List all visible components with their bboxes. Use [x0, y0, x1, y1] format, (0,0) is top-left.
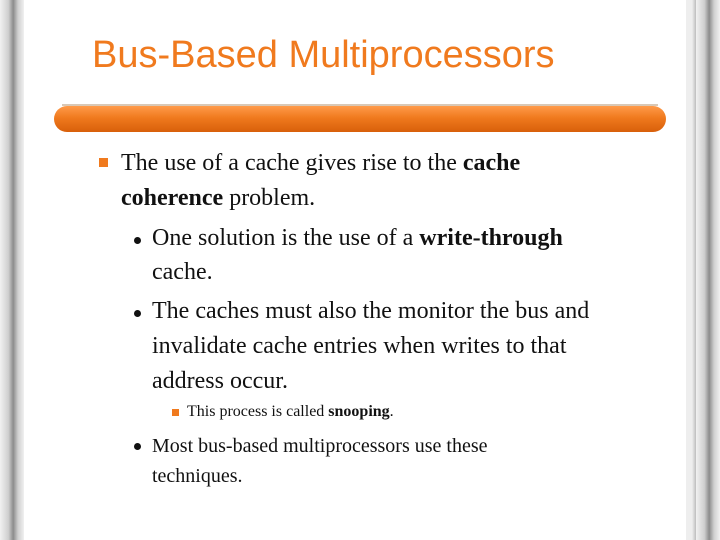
sub3-line2	[152, 465, 243, 488]
sub2-line1	[152, 298, 589, 325]
title-divider-bar	[54, 106, 666, 132]
bullet-square-small-icon	[172, 409, 179, 416]
sub2-line2	[152, 333, 567, 360]
sub3-line1-text: Most bus-based multiprocessors use these	[152, 435, 488, 457]
bullet1-text-bold: cache	[462, 150, 521, 176]
subsub1-text-bold: snooping	[328, 403, 390, 420]
slide-title: Bus-Based Multiprocessors	[92, 34, 555, 76]
sub3-line1	[152, 435, 488, 458]
sub2-line3-text: address occur.	[152, 368, 288, 394]
bullet1-line2-post: problem.	[223, 185, 316, 211]
sub3-line2-text: techniques.	[152, 465, 243, 487]
bullet1-line2-bold: coherence	[121, 185, 224, 211]
sub2-line3	[152, 368, 288, 395]
subsub1-line	[187, 403, 394, 421]
bullet-square-icon	[99, 158, 108, 167]
bullet-dot-icon	[134, 310, 141, 317]
binder-rail-left	[0, 0, 24, 540]
bullet1-text-pre: The use of a cache gives rise to the	[121, 150, 463, 176]
sub1-text-pre: One solution is the use of a	[152, 225, 420, 251]
subsub1-text-post: .	[389, 403, 394, 420]
sub1-text-bold: write-through	[419, 225, 563, 251]
sub1-line2	[152, 259, 213, 286]
bullet-dot-icon	[134, 443, 141, 450]
binder-rail-right	[696, 0, 720, 540]
sub1-line1	[152, 225, 563, 252]
sub1-line2-text: cache.	[152, 259, 213, 285]
bullet1-line1	[121, 150, 520, 177]
subsub1-text-pre: This process is called	[187, 403, 329, 420]
sub2-line1-text: The caches must also the monitor the bus and	[152, 298, 590, 324]
bullet-dot-icon	[134, 237, 141, 244]
bullet1-line2	[121, 185, 315, 212]
content-panel	[45, 0, 675, 540]
sub2-line2-text: invalidate cache entries when writes to that	[152, 333, 567, 359]
